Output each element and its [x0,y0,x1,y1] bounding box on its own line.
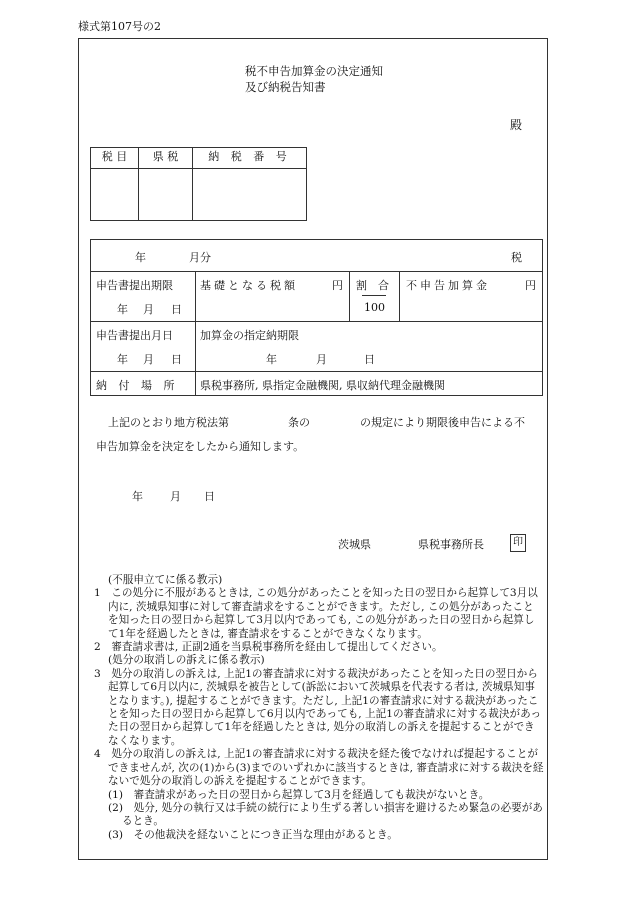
base-amount-yen: 円 [332,279,343,292]
title-line2: 及び納税告知書 [245,80,326,94]
date-year: 年 [132,490,143,503]
filing-deadline-cell [91,272,196,322]
tax-item-value [91,169,139,221]
tax-number-value [193,169,307,221]
body-line1c: の規定により期限後申告による不 [360,416,525,429]
ymd-day: 日 [171,303,182,316]
payment-place-label-cell [91,372,196,396]
ymd-month: 月 [143,353,154,366]
payment-place-label: 納 付 場 所 [96,379,179,392]
prefecture-tax-value [139,169,193,221]
ratio-cell [350,272,400,322]
tax-item-table [90,147,307,221]
period-row [91,240,543,272]
penalty-amount-cell [400,272,543,322]
period-year-label: 年 [135,251,146,264]
period-month-label: 月分 [189,251,211,264]
body-line1a: 上記のとおり地方税法第 [108,416,229,429]
due-date-cell [196,322,543,372]
filing-date-cell [91,322,196,372]
addressee-suffix: 殿 [510,118,523,132]
ratio-label: 割 合 [356,279,389,292]
note-4-1: (1) 審査請求があった日の翌日から起算して3月を経過しても裁決がないとき。 [108,788,490,801]
title-line1: 税不申告加算金の決定通知 [245,64,383,78]
notes-section [94,574,544,842]
due-day: 日 [364,353,375,366]
header-tax-number: 納 税 番 号 [193,148,307,169]
assessment-table [90,239,543,396]
header-prefecture-tax: 県 税 [139,148,193,169]
note-3: 3 処分の取消しの訴えは, 上記1の審査請求に対する裁決があったことを知った日の翌日から起算して6月以内に, 茨城県を被告として(訴訟において茨城県を代表する者は, 茨城県知事となります。), 提起することができます。ただし, 上記1の審査請求に対する裁決があったことを知った日の翌日から起算して6月以内であっても, 上記1の審査請求に対する裁決があった日の翌日から起算して1年を経過したときは, 処分の取消しの訴えを提起することができなくなります。 [94,667,542,747]
payment-place-value: 県税事務所, 県指定金融機関, 県収納代理金融機関 [200,379,445,392]
header-tax-item: 税 目 [91,148,139,169]
form-number: 様式第107号の2 [78,20,161,33]
note-2: 2 審査請求書は, 正副2通を当県税事務所を経由して提出してください。 [94,641,443,654]
note-4-2: (2) 処分, 処分の執行又は手続の続行により生ずる著しい損害を避けるため緊急の必要があるとき。 [108,801,543,828]
ymd-month: 月 [143,303,154,316]
date-month: 月 [170,490,181,503]
penalty-amount-label: 不申告加算金 [406,279,490,292]
base-amount-cell [196,272,350,322]
ymd-year: 年 [117,353,128,366]
due-year: 年 [266,353,277,366]
due-month: 月 [316,353,327,366]
ymd-day: 日 [171,353,182,366]
penalty-amount-yen: 円 [525,279,536,292]
base-amount-label: 基礎となる税額 [200,279,298,292]
body-line2: 申告加算金を決定をしたから通知します。 [96,440,305,453]
seal-mark: 印 [510,534,526,552]
notes-heading-lawsuit: (処分の取消しの訴えに係る教示) [108,654,265,667]
ymd-year: 年 [117,303,128,316]
issuer-prefecture: 茨城県 [338,538,371,551]
issuer-office-head: 県税事務所長 [418,538,484,551]
note-4: 4 処分の取消しの訴えは, 上記1の審査請求に対する裁決を経た後でなければ提起することができませんが, 次の(1)から(3)までのいずれかに該当するときは, 審査請求に対する裁決を経ないで処分の取消しの訴えを提起することができます。 [94,748,544,788]
tax-label: 税 [511,251,522,264]
note-1: 1 この処分に不服があるときは, この処分があったことを知った日の翌日から起算して3月以内に, 茨城県知事に対して審査請求をすることができます。ただし, この処分があったことを知った日の翌日から起算して3月以内であっても, この処分があった日の翌日から起算して1年を経過したときは, 審査請求をすることができなくなります。 [94,587,538,640]
fraction-line [362,295,386,296]
notes-heading-appeal: (不服申立てに係る教示) [108,574,223,586]
body-line1b: 条の [288,416,310,429]
due-date-label: 加算金の指定納期限 [200,329,299,342]
note-4-3: (3) その他裁決を経ないことにつき正当な理由があるとき。 [108,828,398,841]
filing-date-label: 申告書提出月日 [96,329,173,342]
ratio-denominator: 100 [364,301,385,314]
date-day: 日 [204,490,215,503]
payment-place-cell [196,372,543,396]
filing-deadline-label: 申告書提出期限 [96,279,173,292]
